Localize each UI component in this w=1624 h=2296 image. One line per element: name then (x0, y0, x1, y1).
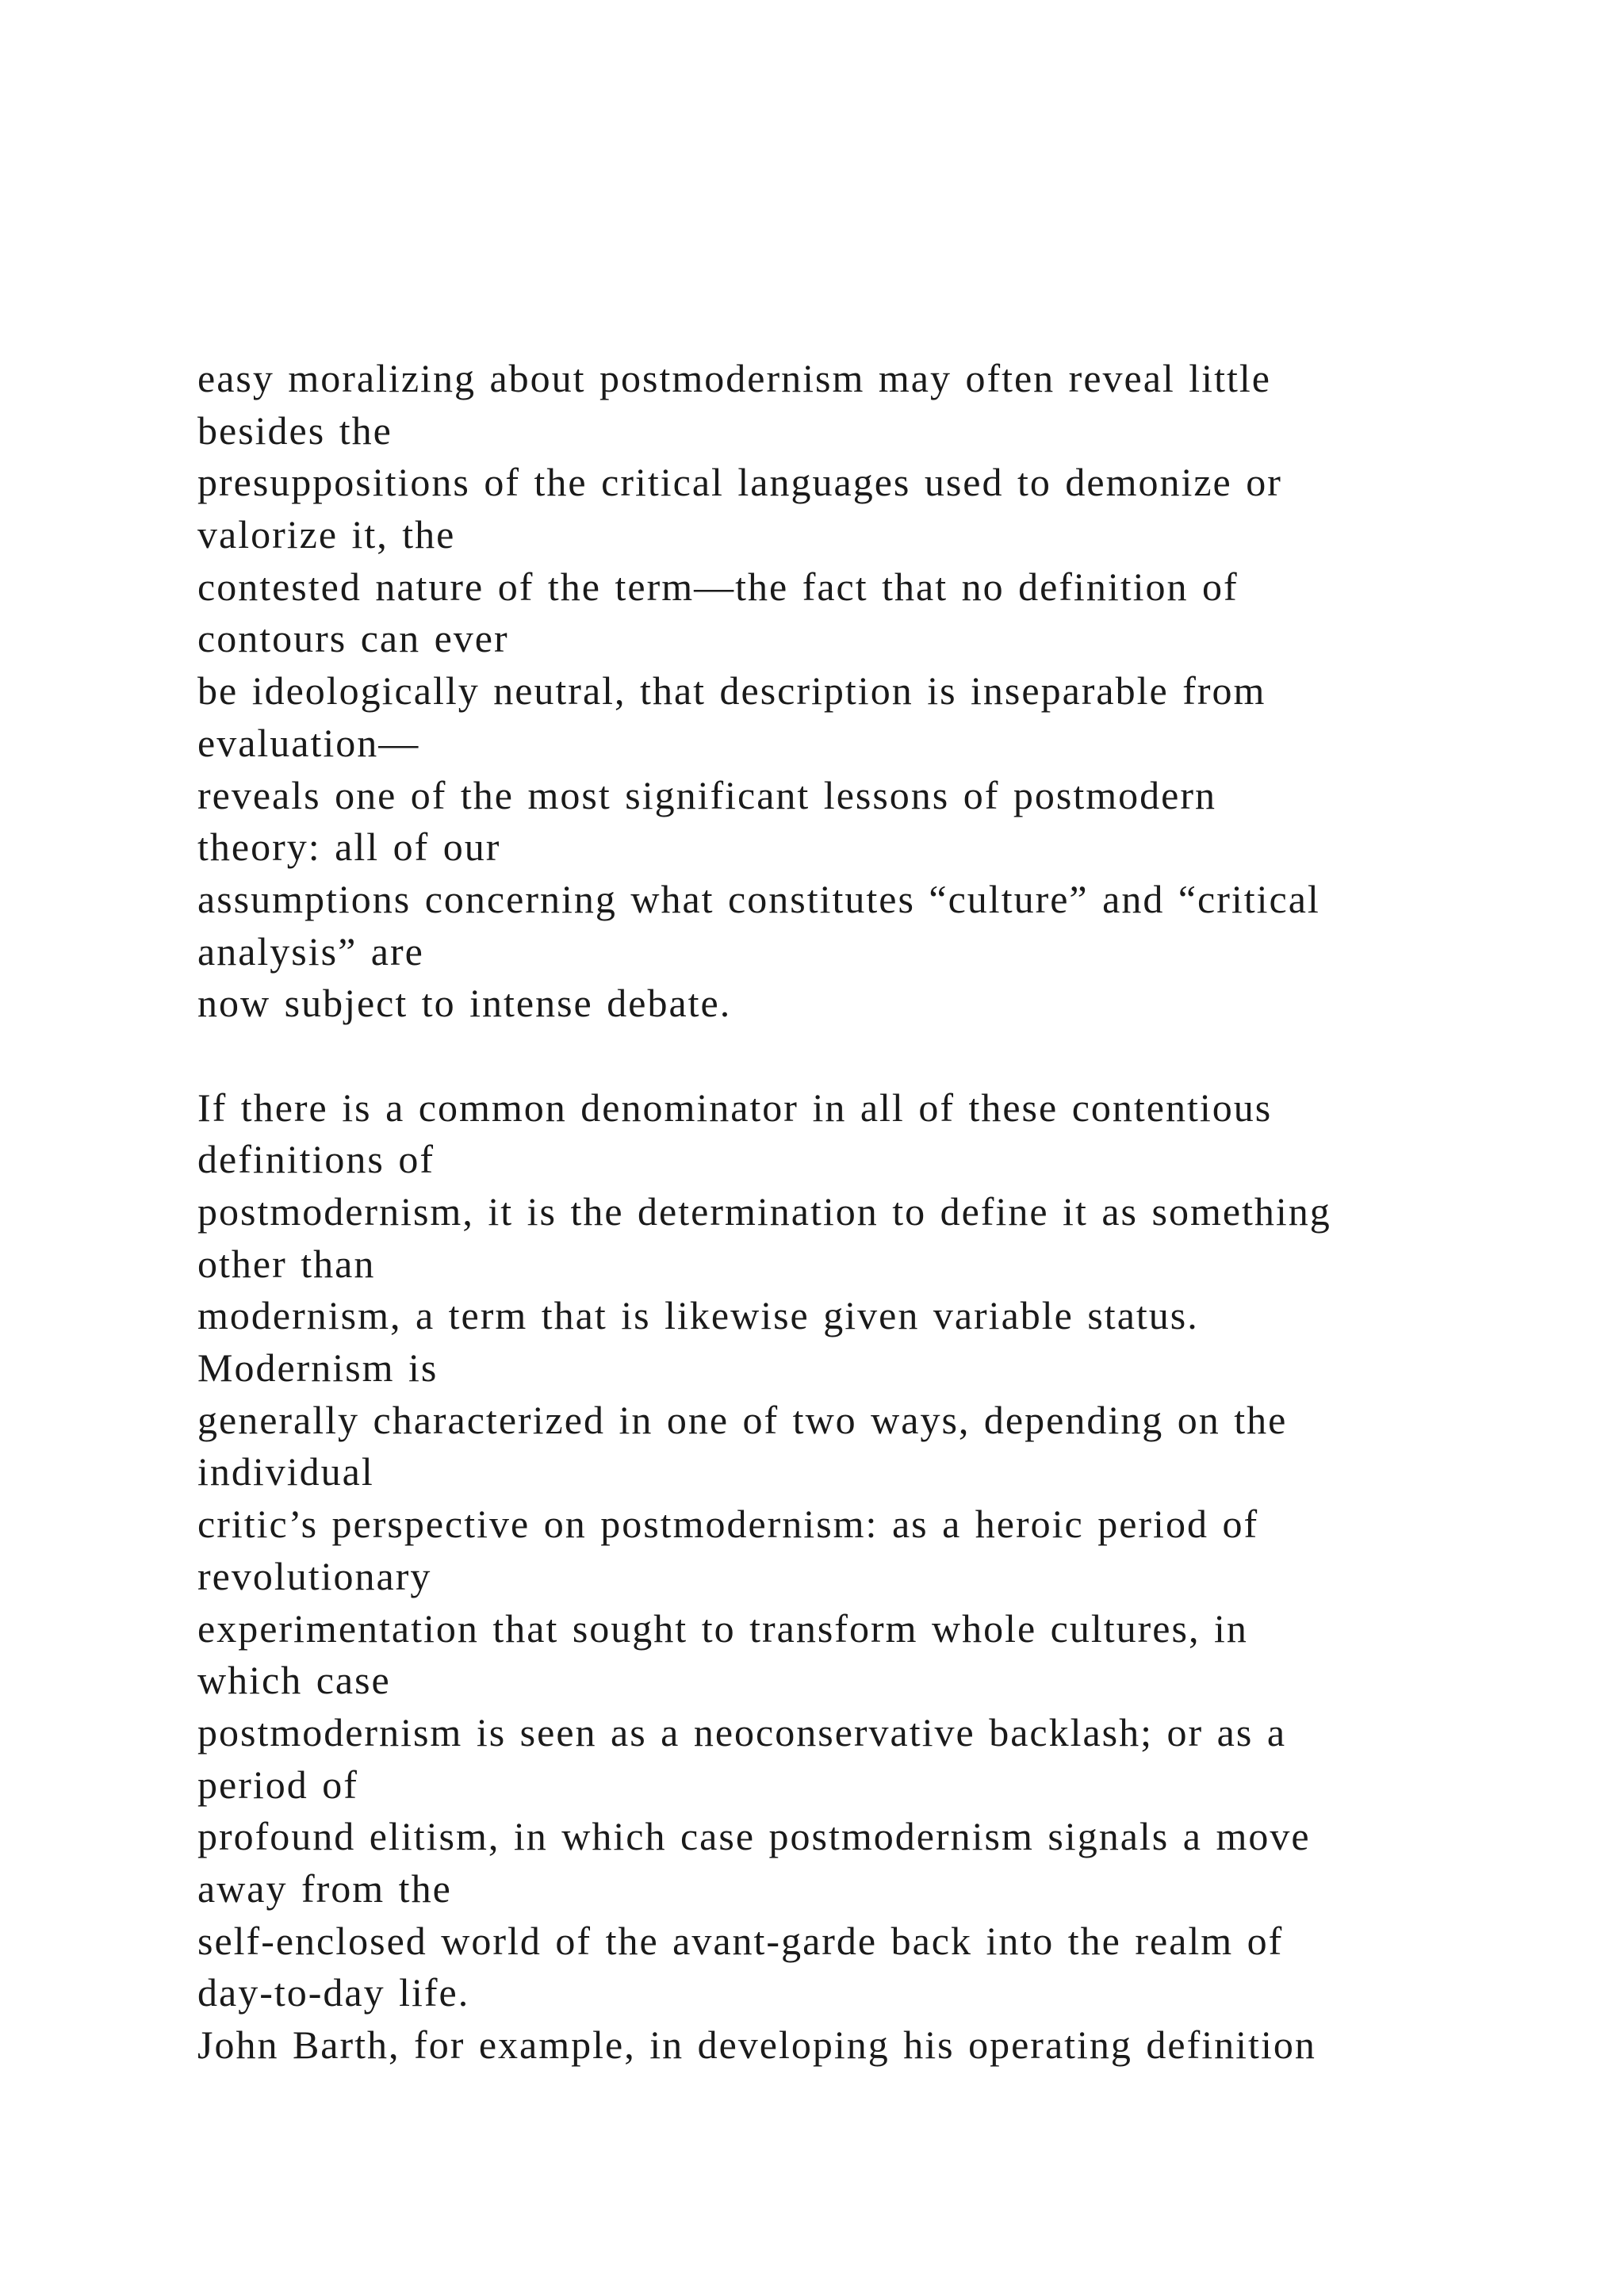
body-text (197, 353, 1545, 2072)
paragraph-break (197, 1030, 1545, 1082)
text-line: John Barth, for example, in developing his operating definition (197, 2022, 1316, 2067)
paragraph (197, 1082, 1545, 2072)
text-line: definitions of (197, 1137, 435, 1182)
text-line: Modernism is (197, 1345, 439, 1391)
text-line: day-to-day life. (197, 1970, 470, 2015)
text-line: assumptions concerning what constitutes “culture” and “critical (197, 876, 1320, 921)
text-line: now subject to intense debate. (197, 981, 732, 1026)
text-line: besides the (197, 408, 393, 453)
text-line: self-enclosed world of the avant-garde back into the realm of (197, 1918, 1284, 1963)
text-line: which case (197, 1658, 391, 1703)
text-line: evaluation— (197, 720, 420, 765)
text-line: generally characterized in one of two ways, depending on the (197, 1397, 1288, 1442)
text-line: revolutionary (197, 1553, 432, 1598)
text-line: presuppositions of the critical languages used to demonize or (197, 460, 1282, 505)
text-line: other than (197, 1241, 376, 1286)
text-line: valorize it, the (197, 512, 456, 557)
text-line: postmodernism is seen as a neoconservative backlash; or as a (197, 1709, 1287, 1755)
text-line: analysis” are (197, 928, 424, 974)
text-line: reveals one of the most significant lessons of postmodern (197, 772, 1216, 817)
text-line: theory: all of our (197, 825, 501, 870)
text-line: be ideologically neutral, that description is inseparable from (197, 668, 1266, 714)
text-line: contested nature of the term—the fact that no definition of (197, 564, 1239, 609)
paragraph (197, 353, 1545, 1030)
text-line: easy moralizing about postmodernism may often reveal little (197, 356, 1271, 400)
text-line: critic’s perspective on postmodernism: as a heroic period of (197, 1502, 1259, 1547)
text-line: period of (197, 1762, 358, 1807)
text-line: individual (197, 1449, 374, 1494)
text-line: profound elitism, in which case postmodernism signals a move (197, 1814, 1311, 1859)
text-line: modernism, a term that is likewise given variable status. (197, 1293, 1199, 1338)
text-line: experimentation that sought to transform whole cultures, in (197, 1605, 1248, 1651)
text-line: If there is a common denominator in all of these contentious (197, 1085, 1273, 1130)
text-line: away from the (197, 1866, 452, 1911)
text-line: postmodernism, it is the determination to define it as something (197, 1189, 1331, 1234)
text-line: contours can ever (197, 616, 509, 661)
